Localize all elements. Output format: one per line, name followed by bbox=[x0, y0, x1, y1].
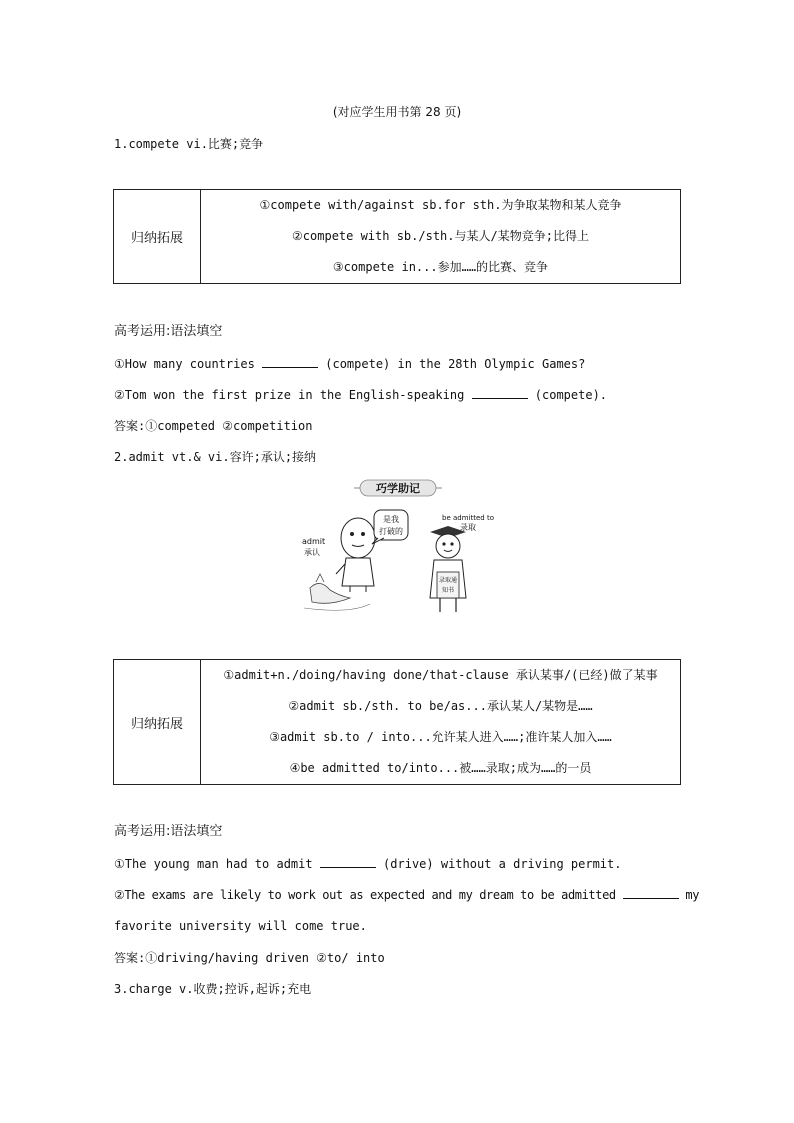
question-1-2 bbox=[114, 387, 607, 403]
summary-box-admit bbox=[113, 659, 681, 785]
question-text-after-blank: (drive) without a driving permit. bbox=[375, 857, 622, 871]
question-text-before-blank: ①The young man had to admit bbox=[114, 857, 320, 871]
speech-bubble bbox=[372, 510, 408, 544]
answer-blank bbox=[320, 856, 376, 868]
answer-blank bbox=[262, 356, 318, 368]
character-admit-icon bbox=[302, 518, 375, 610]
section-heading-compete: 1.compete vi.比赛;竞争 bbox=[114, 137, 264, 151]
question-text-after-blank: (compete) in the 28th Olympic Games? bbox=[318, 357, 586, 371]
box-content bbox=[201, 660, 681, 785]
answer-line: 答案:①driving/having driven ②to/ into bbox=[114, 951, 385, 965]
admitted-label: be admitted to bbox=[442, 514, 494, 522]
character-admitted-icon bbox=[430, 514, 494, 612]
question-text-before-blank: ②The exams are likely to work out as expected and my dream to be admitted bbox=[114, 888, 623, 902]
question-1-1 bbox=[114, 356, 585, 372]
bubble-text-2: 打破的 bbox=[379, 527, 403, 536]
answer-blank bbox=[472, 387, 528, 399]
section-heading-charge: 3.charge v.收费;控诉,起诉;充电 bbox=[114, 982, 312, 996]
bubble-text-1: 是我 bbox=[383, 515, 399, 524]
box-row: ①compete with/against sb.for sth.为争取某物和某人竞争 bbox=[259, 198, 622, 212]
question-2-2 bbox=[114, 887, 699, 903]
page-reference: (对应学生用书第 28 页) bbox=[332, 105, 462, 119]
memory-aid-title: 巧学助记 bbox=[376, 482, 420, 495]
paper-text-2: 知书 bbox=[441, 587, 455, 594]
question-text-before-blank: ②Tom won the first prize in the English-speaking bbox=[114, 388, 472, 402]
practice-title: 高考运用:语法填空 bbox=[114, 324, 223, 339]
admitted-meaning: 录取 bbox=[460, 523, 476, 532]
admit-label: admit bbox=[302, 537, 326, 546]
question-2-1 bbox=[114, 856, 621, 872]
question-text-before-blank: ①How many countries bbox=[114, 357, 263, 371]
box-label: 归纳拓展 bbox=[114, 660, 201, 785]
box-row: ④be admitted to/into...被……录取;成为……的一员 bbox=[289, 761, 592, 775]
memory-aid-illustration bbox=[290, 478, 520, 623]
answer-blank bbox=[623, 887, 679, 899]
box-label: 归纳拓展 bbox=[114, 190, 201, 284]
practice-title: 高考运用:语法填空 bbox=[114, 824, 223, 839]
summary-box-compete bbox=[113, 189, 681, 284]
question-2-2-continuation: favorite university will come true. bbox=[114, 919, 367, 933]
box-row: ③compete in...参加……的比赛、竞争 bbox=[332, 260, 549, 274]
question-text-after-blank: my bbox=[678, 888, 700, 902]
paper-text-1: 录取通 bbox=[438, 577, 458, 584]
box-content bbox=[201, 190, 681, 284]
admit-meaning: 承认 bbox=[304, 548, 320, 557]
box-row: ①admit+n./doing/having done/that-clause 承认某事/(已经)做了某事 bbox=[223, 668, 658, 682]
answer-line: 答案:①competed ②competition bbox=[114, 419, 313, 433]
question-text-after-blank: (compete). bbox=[527, 388, 608, 402]
box-row: ②admit sb./sth. to be/as...承认某人/某物是…… bbox=[288, 699, 593, 713]
memory-aid-banner bbox=[354, 480, 442, 496]
box-row: ③admit sb.to / into...允许某人进入……;准许某人加入…… bbox=[269, 730, 612, 744]
box-row: ②compete with sb./sth.与某人/某物竞争;比得上 bbox=[292, 229, 589, 243]
section-heading-admit: 2.admit vt.& vi.容许;承认;接纳 bbox=[114, 450, 317, 464]
